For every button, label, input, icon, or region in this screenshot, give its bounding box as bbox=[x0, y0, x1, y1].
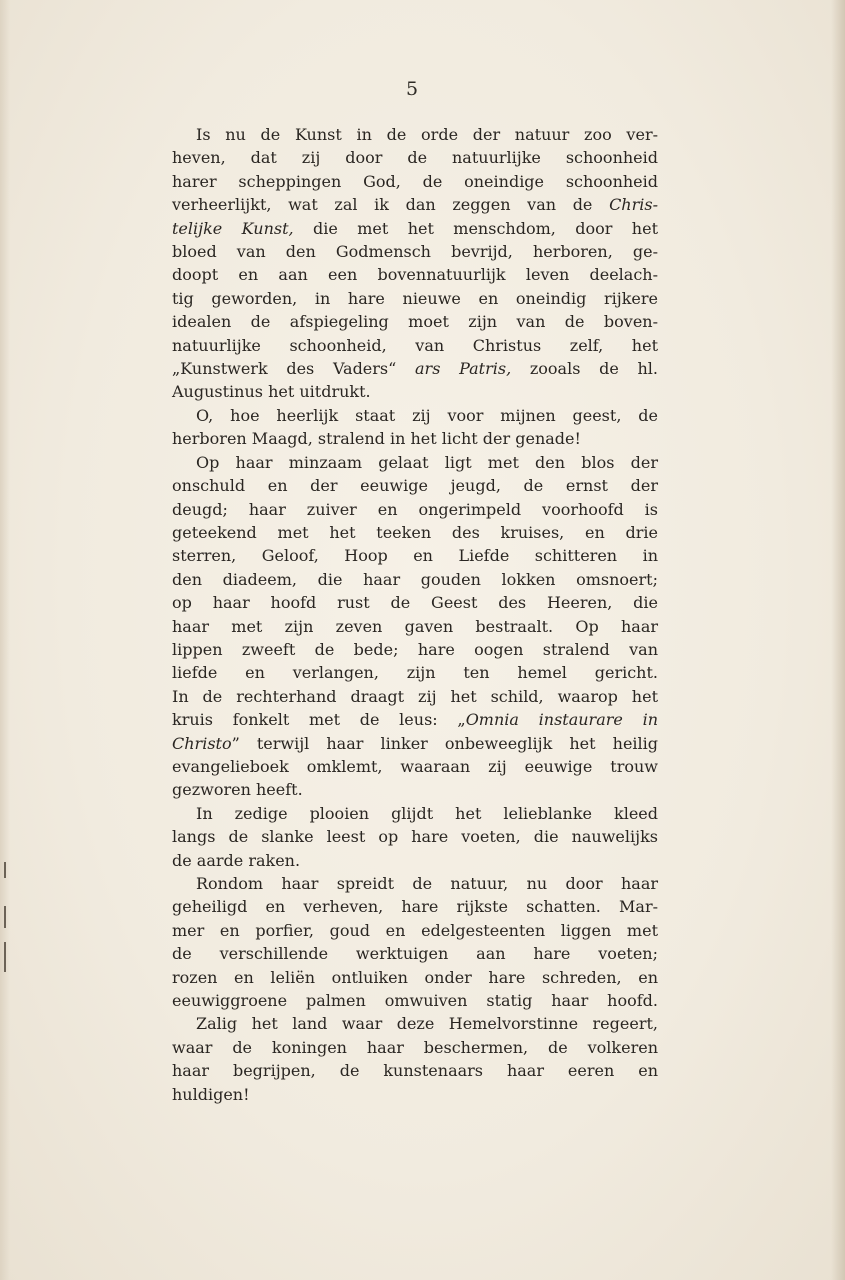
text-line bbox=[172, 544, 658, 567]
text-line bbox=[172, 1083, 658, 1106]
margin-mark bbox=[4, 942, 6, 972]
text-line bbox=[172, 170, 658, 193]
text-line bbox=[172, 357, 658, 380]
line-text: langs de slanke leest op hare voeten, die nauwelijks bbox=[172, 827, 658, 847]
margin-mark bbox=[4, 862, 6, 878]
text-line bbox=[172, 966, 658, 989]
text-line bbox=[172, 451, 658, 474]
margin-mark bbox=[4, 906, 6, 928]
line-text: ” terwijl haar linker onbeweeglijk het heilig bbox=[231, 733, 658, 753]
line-text: Op haar minzaam gelaat ligt met den blos der bbox=[196, 452, 658, 472]
italic-text: ars Patris, bbox=[415, 359, 512, 379]
text-line bbox=[172, 287, 658, 310]
text-line bbox=[172, 825, 658, 848]
line-text: herboren Maagd, stralend in het licht der genade! bbox=[172, 429, 581, 449]
line-text: huldigen! bbox=[172, 1084, 250, 1104]
text-line bbox=[172, 661, 658, 684]
text-line bbox=[172, 778, 658, 801]
line-text: de verschillende werktuigen aan hare voeten; bbox=[172, 944, 658, 964]
text-line bbox=[172, 310, 658, 333]
line-text: lippen zweeft de bede; hare oogen stralend van bbox=[172, 639, 658, 659]
line-text: deugd; haar zuiver en ongerimpeld voorhoofd is bbox=[172, 499, 658, 519]
line-text: harer scheppingen God, de oneindige schoonheid bbox=[172, 171, 658, 191]
text-line bbox=[172, 872, 658, 895]
line-text: den diadeem, die haar gouden lokken omsnoert; bbox=[172, 569, 658, 589]
text-line bbox=[172, 755, 658, 778]
line-text: liefde en verlangen, zijn ten hemel gericht. bbox=[172, 663, 658, 683]
text-line bbox=[172, 427, 658, 450]
line-text: haar begrijpen, de kunstenaars haar eeren en bbox=[172, 1061, 658, 1081]
text-line bbox=[172, 334, 658, 357]
text-line bbox=[172, 568, 658, 591]
line-text: In zedige plooien glijdt het lelieblanke kleed bbox=[196, 803, 658, 823]
text-line bbox=[172, 498, 658, 521]
line-text: die met het menschdom, door het bbox=[293, 218, 658, 238]
line-text: haar met zijn zeven gaven bestraalt. Op haar bbox=[172, 616, 658, 636]
text-line bbox=[172, 919, 658, 942]
line-text: Is nu de Kunst in de orde der natuur zoo ver- bbox=[196, 125, 658, 144]
line-text: evangelieboek omklemt, waaraan zij eeuwige trouw bbox=[172, 756, 658, 776]
body-text bbox=[172, 123, 658, 1106]
line-text: bloed van den Godmensch bevrijd, herboren, ge- bbox=[172, 242, 658, 262]
line-text-suffix: zooals de hl. bbox=[511, 359, 659, 379]
text-line bbox=[172, 193, 658, 216]
line-text: Augustinus het uitdrukt. bbox=[172, 382, 371, 402]
text-line bbox=[172, 240, 658, 263]
line-text: tig geworden, in hare nieuwe en oneindig rijkere bbox=[172, 288, 658, 308]
line-text: Zalig het land waar deze Hemelvorstinne regeert, bbox=[196, 1014, 658, 1034]
line-text: sterren, Geloof, Hoop en Liefde schitteren in bbox=[172, 546, 658, 566]
text-line bbox=[172, 146, 658, 169]
line-text: kruis fonkelt met de leus: „ bbox=[172, 710, 466, 730]
text-line bbox=[172, 638, 658, 661]
text-line bbox=[172, 591, 658, 614]
text-line bbox=[172, 1036, 658, 1059]
text-line bbox=[172, 895, 658, 918]
page-left-edge bbox=[0, 0, 10, 1280]
text-line bbox=[172, 263, 658, 286]
text-line bbox=[172, 942, 658, 965]
page-number: 5 bbox=[405, 78, 419, 100]
line-text: doopt en aan een bovennatuurlijk leven deelach- bbox=[172, 265, 658, 285]
text-line bbox=[172, 708, 658, 731]
text-line bbox=[172, 685, 658, 708]
text-line bbox=[172, 732, 658, 755]
text-line bbox=[172, 404, 658, 427]
line-text: O, hoe heerlijk staat zij voor mijnen geest, de bbox=[196, 405, 658, 425]
italic-text: Omnia instaurare in bbox=[465, 710, 658, 730]
text-line bbox=[172, 521, 658, 544]
line-text: natuurlijke schoonheid, van Christus zelf, het bbox=[172, 335, 658, 355]
line-text: geteekend met het teeken des kruises, en drie bbox=[172, 522, 658, 542]
line-text: op haar hoofd rust de Geest des Heeren, die bbox=[172, 593, 658, 613]
line-text: idealen de afspiegeling moet zijn van de boven- bbox=[172, 312, 658, 332]
page-right-edge bbox=[831, 0, 845, 1280]
text-line bbox=[172, 615, 658, 638]
text-line bbox=[172, 1059, 658, 1082]
line-text: mer en porfier, goud en edelgesteenten liggen met bbox=[172, 920, 658, 940]
line-text: In de rechterhand draagt zij het schild, waarop het bbox=[172, 686, 658, 706]
italic-text: Chris- bbox=[609, 195, 658, 215]
line-text: waar de koningen haar beschermen, de volkeren bbox=[172, 1037, 658, 1057]
line-text: Rondom haar spreidt de natuur, nu door haar bbox=[196, 874, 658, 893]
text-line bbox=[172, 123, 658, 146]
line-text: geheiligd en verheven, hare rijkste schatten. Mar- bbox=[172, 897, 658, 917]
italic-text: Christo bbox=[172, 733, 232, 753]
line-text: onschuld en der eeuwige jeugd, de ernst der bbox=[172, 476, 658, 496]
line-text: de aarde raken. bbox=[172, 850, 301, 870]
line-text: verheerlijkt, wat zal ik dan zeggen van de bbox=[172, 195, 610, 215]
italic-text: telijke Kunst, bbox=[172, 218, 294, 238]
text-line bbox=[172, 380, 658, 403]
line-text: gezworen heeft. bbox=[172, 780, 303, 800]
text-line bbox=[172, 802, 658, 825]
text-line bbox=[172, 217, 658, 240]
line-text: heven, dat zij door de natuurlijke schoonheid bbox=[172, 148, 658, 168]
text-line bbox=[172, 849, 658, 872]
text-line bbox=[172, 1012, 658, 1035]
text-line bbox=[172, 989, 658, 1012]
line-text: eeuwiggroene palmen omwuiven statig haar hoofd. bbox=[172, 991, 658, 1011]
text-line bbox=[172, 474, 658, 497]
line-text: „Kunstwerk des Vaders“ bbox=[172, 359, 415, 379]
line-text: rozen en leliën ontluiken onder hare schreden, en bbox=[172, 967, 658, 987]
